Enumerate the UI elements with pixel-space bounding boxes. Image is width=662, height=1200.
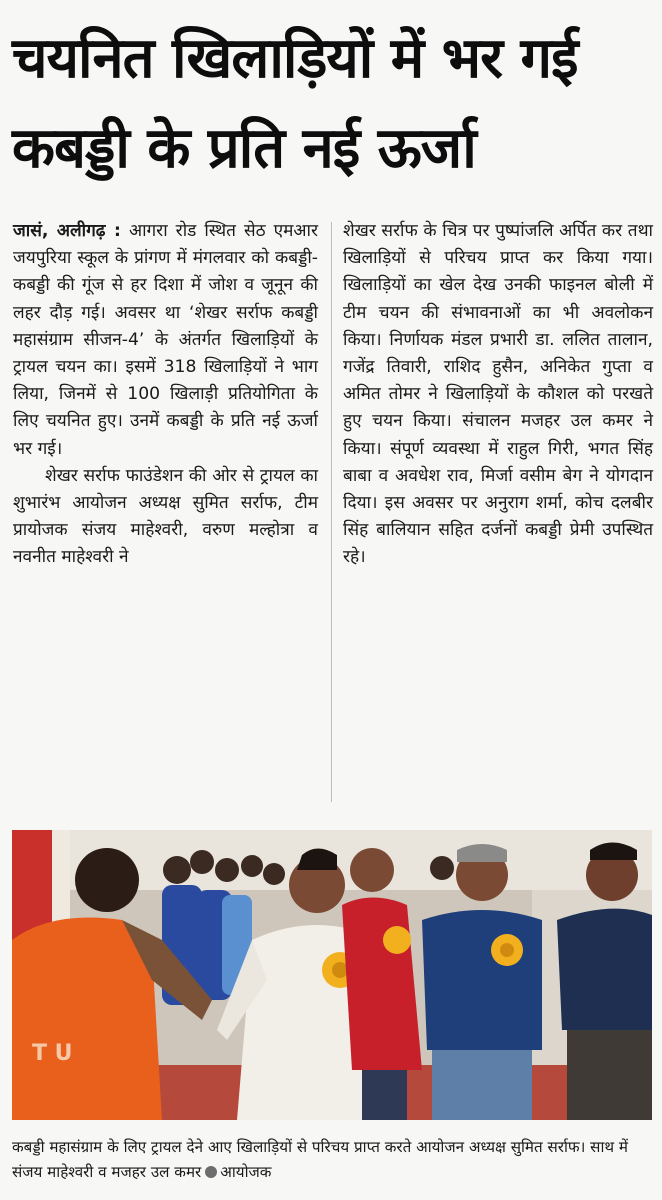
news-photo [12, 830, 652, 1120]
article-column-right [343, 218, 653, 572]
article-paragraph-1: आगरा रोड स्थित सेठ एमआर जयपुरिया स्कूल के प्रांगण में मंगलवार को कबड्डी-कबड्डी की गूंज से हर दिशा में जोश व जूनून की लहर दौड़ गई। अवसर था ‘शेखर सर्राफ कबड्डी महासंग्राम सीजन-4’ के अंतर्गत खिलाड़ियों के ट्रायल चयन का। इसमें 318 खिलाड़ियों ने भाग लिया, जिनमें से 100 खिलाड़ी प्रतियोगिता के लिए चयनित हुए। उनमें कबड्डी के प्रति नई ऊर्जा भर गई। [13, 221, 318, 459]
column-divider [331, 222, 332, 802]
svg-text:T U: T U [32, 1041, 73, 1066]
headline [12, 14, 652, 194]
caption-text: कबड्डी महासंग्राम के लिए ट्रायल देने आए खिलाड़ियों से परिचय प्राप्त करते आयोजन अध्यक्ष सुमित सर्राफ। साथ में संजय माहेश्वरी व मजहर उल कमर [12, 1138, 629, 1181]
article-paragraph-3: शेखर सर्राफ के चित्र पर पुष्पांजलि अर्पित कर तथा खिलाड़ियों से परिचय प्राप्त कर किया गया। खिलाड़ियों का खेल देख उनकी फाइनल बोली में टीम चयन की संभावनाओं का भी अवलोकन किया। निर्णायक मंडल प्रभारी डा. ललित तालान, गजेंद्र तिवारी, राशिद हुसैन, अनिकेत गुप्ता व अमित तोमर ने खिलाड़ियों के कौशल को परखते हुए चयन किया। संचालन मजहर उल कमर ने किया। संपूर्ण व्यवस्था में राहुल गिरी, भगत सिंह बाबा व अवधेश राव, मिर्जा वसीम बेग ने योगदान दिया। इस अवसर पर अनुराग शर्मा, कोच दलबीर सिंह बालियान सहित दर्जनों कबड्डी प्रेमी उपस्थित रहे। [343, 221, 653, 568]
headline-line-1: चयनित खिलाड़ियों में भर गई [12, 26, 578, 91]
article-paragraph-2: शेखर सर्राफ फाउंडेशन की ओर से ट्रायल का शुभारंभ आयोजन अध्यक्ष सुमित सर्राफ, टीम प्रायोजक संजय माहेश्वरी, वरुण मल्होत्रा व नवनीत माहेश्वरी ने [13, 465, 318, 568]
article-column-left [13, 218, 318, 572]
photo-caption [12, 1135, 652, 1185]
photo-credit: आयोजक [220, 1163, 272, 1181]
bullet-icon [205, 1166, 217, 1178]
dateline: जासं, अलीगढ़ : [13, 221, 121, 241]
headline-line-2: कबड्डी के प्रति नई ऊर्जा [12, 116, 476, 181]
